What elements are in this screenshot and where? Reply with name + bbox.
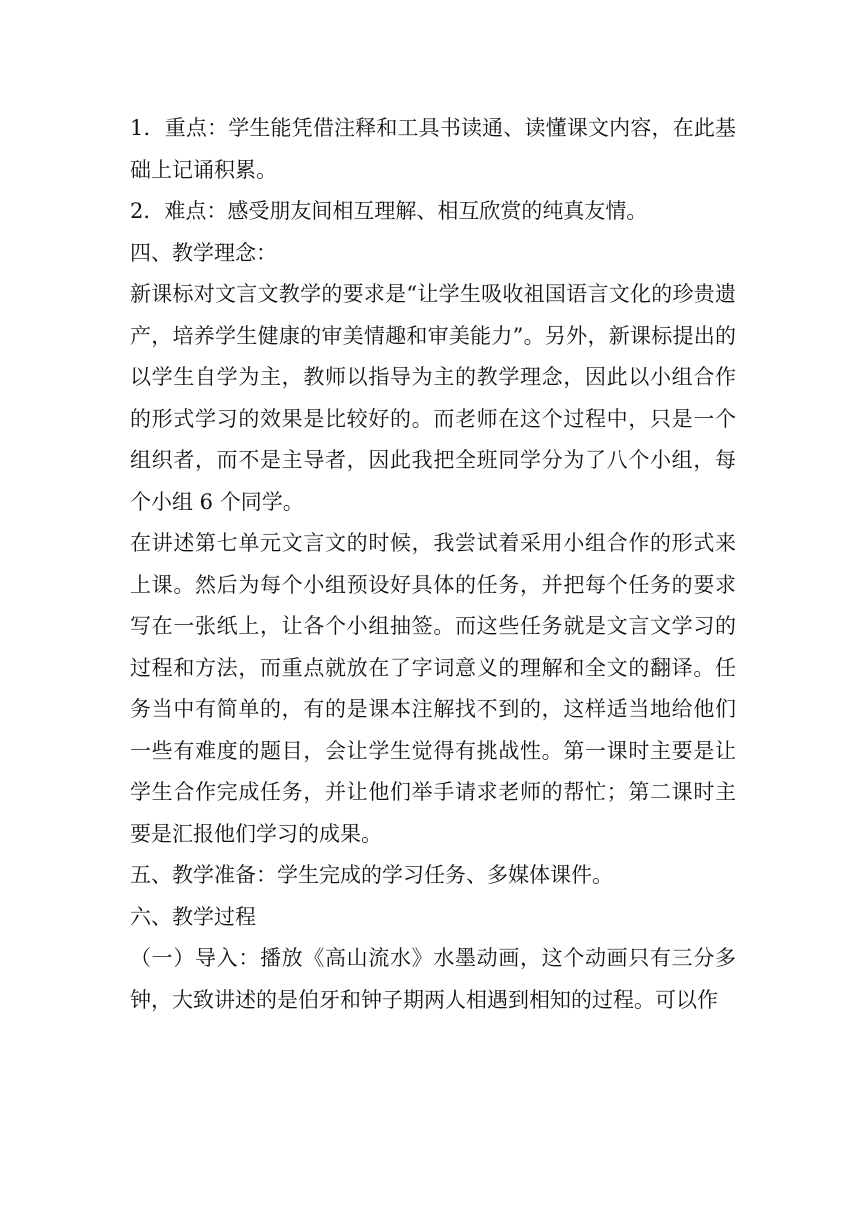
group-cooperation-paragraph: 在讲述第七单元文言文的时候，我尝试着采用小组合作的形式来上课。然后为每个小组预设好具体的任务，并把每个任务的要求写在一张纸上，让各个小组抽签。而这些任务就是文言文学习的过程和方法，而重点就放在了字词意义的理解和全文的翻译。任务当中有简单的，有的是课本注解找不到的，这样适当地给他们一些有难度的题目，会让学生觉得有挑战性。第一课时主要是让学生合作完成任务，并让他们举手请求老师的帮忙；第二课时主要是汇报他们学习的成果。 xyxy=(130,531,736,846)
difficulty-paragraph: 2．难点：感受朋友间相互理解、相互欣赏的纯真友情。 xyxy=(130,199,648,223)
teaching-preparation-paragraph: 五、教学准备：学生完成的学习任务、多媒体课件。 xyxy=(130,863,613,887)
teaching-philosophy-heading: 四、教学理念： xyxy=(130,240,277,265)
introduction-paragraph: （一）导入：播放《高山流水》水墨动画，这个动画只有三分多钟，大致讲述的是伯牙和钟子期两人相遇到相知的过程。可以作 xyxy=(130,946,736,1012)
document-body xyxy=(130,108,736,1021)
teaching-process-heading: 六、教学过程 xyxy=(130,904,256,929)
key-point-paragraph: 1．重点：学生能凭借注释和工具书读通、读懂课文内容，在此基础上记诵积累。 xyxy=(130,116,736,182)
curriculum-standard-paragraph: 新课标对文言文教学的要求是“让学生吸收祖国语言文化的珍贵遗产，培养学生健康的审美情趣和审美能力”。另外，新课标提出的以学生自学为主，教师以指导为主的教学理念，因此以小组合作的形式学习的效果是比较好的。而老师在这个过程中，只是一个组织者，而不是主导者，因此我把全班同学分为了八个小组，每个小组 6 个同学。 xyxy=(130,282,736,514)
